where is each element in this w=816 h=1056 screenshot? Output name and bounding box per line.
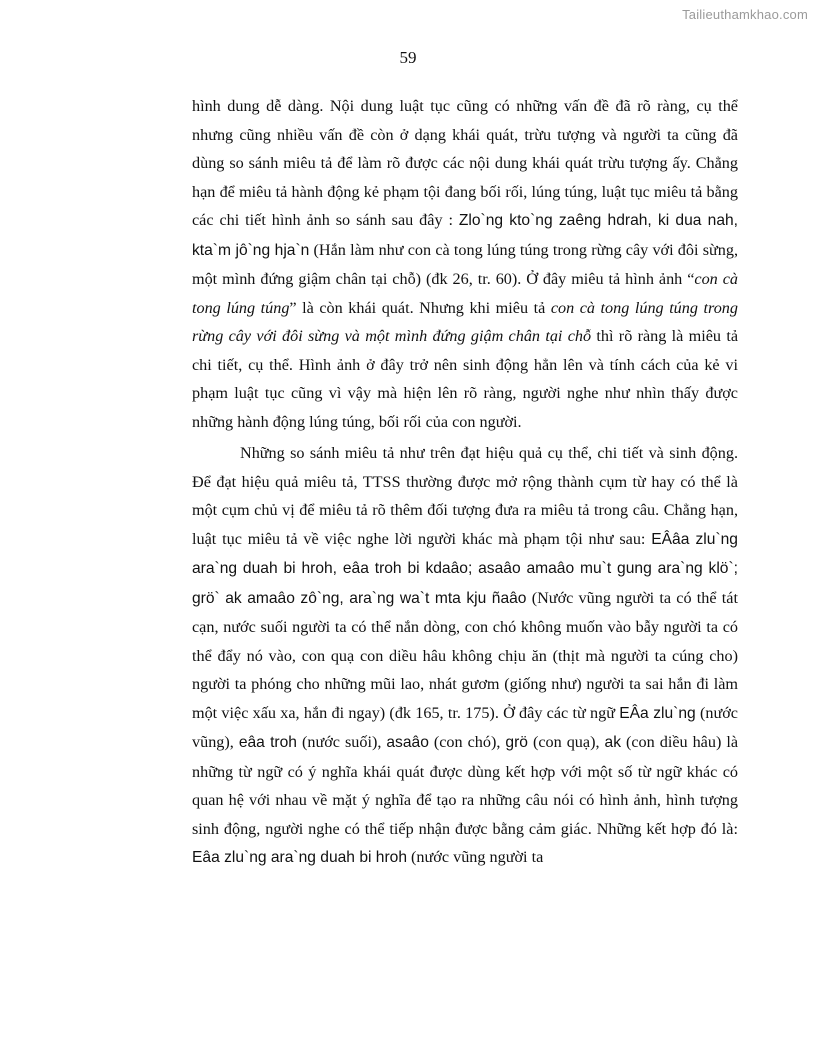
ede-quote: Zlo`ng kto`ng zaêng hdrah, ki dua nah, kta`m jô`ng hja`n	[192, 212, 739, 259]
ede-quote: EÂâa zlu`ng ara`ng duah bi hroh, eâa troh bi kdaâo; asaâo amaâo mu`t gung ara`ng klö`; grö` ak amaâo zô`ng, ara`ng wa`t mta kju ñaâo	[192, 530, 738, 607]
text-run: ” là còn khái quát. Nhưng khi miêu tả	[289, 298, 551, 317]
ede-term: ak	[604, 734, 621, 751]
body-text	[192, 92, 738, 873]
text-run: thì rõ ràng là miêu tả chi tiết, cụ thể. Hình ảnh ở đây trở nên sinh động hẳn lên và tính cách của kẻ vi phạm luật tục cũng vì vậy mà hiện lên rõ ràng, người nghe như nhìn thấy được những hành động lúng túng, bối rối của con người.	[192, 327, 738, 431]
text-run: Những so sánh miêu tả như trên đạt hiệu quả cụ thể, chi tiết và sinh động. Để đạt hiệu quả miêu tả, TTSS thường được mở rộng thành cụm từ hay có thể là một cụm chủ vị để miêu tả rõ thêm đối tượng đưa ra miêu tả trong câu. Chẳng hạn, luật tục miêu tả về việc nghe lời người khác mà phạm tội như sau:	[192, 444, 738, 548]
ede-quote: Eâa zlu`ng ara`ng duah bi hroh	[192, 849, 407, 866]
ede-term: EÂa zlu`ng	[619, 704, 696, 722]
italic-phrase: con cà tong lúng túng	[192, 270, 738, 317]
text-run: (con chó),	[428, 733, 506, 751]
ede-term: asaâo	[386, 734, 429, 751]
text-run: (Nước vũng người ta có thể tát cạn, nước suối người ta có thể nắn dòng, con chó không muốn vào bẫy người ta có thể đẩy nó vào, con quạ con diều hâu không chịu ăn (thịt mà người ta cúng cho) người ta phóng cho những mũi lao, nhát gươm (giống như) người ta sai hắn đi làm một việc xấu xa, hắn đi ngay) (đk 165, tr. 175). Ở đây các từ ngữ	[192, 588, 738, 722]
text-run: (con quạ),	[527, 733, 605, 751]
page-number: 59	[399, 48, 417, 67]
italic-phrase: con cà tong lúng túng trong rừng cây với đôi sừng và một mình đứng giậm chân tại chỗ	[192, 298, 738, 345]
text-run: (nước vũng),	[192, 703, 738, 751]
text-run: (con diều hâu) là những từ ngữ có ý nghĩa khái quát được dùng kết hợp với một số từ ngữ khác có quan hệ với nhau về mặt ý nghĩa để tạo ra những câu nói có hình ảnh, hình tượng sinh động, người nghe có thể tiếp nhận được bằng cảm giác. Những kết hợp đó là:	[192, 733, 739, 838]
text-run: (nước vũng người ta	[407, 848, 544, 866]
paragraph-1	[192, 92, 738, 436]
watermark: Tailieuthamkhao.com	[682, 7, 808, 22]
text-run: (Hắn làm như con cà tong lúng túng trong rừng cây với đôi sừng, một mình đứng giậm chân tại chỗ) (đk 26, tr. 60). Ở đây miêu tả hình ảnh “	[192, 240, 738, 288]
text-run: hình dung dễ dàng. Nội dung luật tục cũng có những vấn đề đã rõ ràng, cụ thể nhưng cũng nhiều vấn đề còn ở dạng khái quát, trừu tượng và người ta cũng đã dùng so sánh miêu tả để làm rõ được các nội dung khái quát trừu tượng ấy. Chẳng hạn để miêu tả hành động kẻ phạm tội đang bối rối, lúng túng, luật tục miêu tả bằng các chi tiết hình ảnh so sánh sau đây :	[192, 97, 738, 229]
text-run: (nước suối),	[296, 733, 387, 751]
ede-term: grö	[505, 734, 528, 751]
ede-term: eâa troh	[238, 734, 297, 751]
paragraph-2	[192, 439, 738, 873]
